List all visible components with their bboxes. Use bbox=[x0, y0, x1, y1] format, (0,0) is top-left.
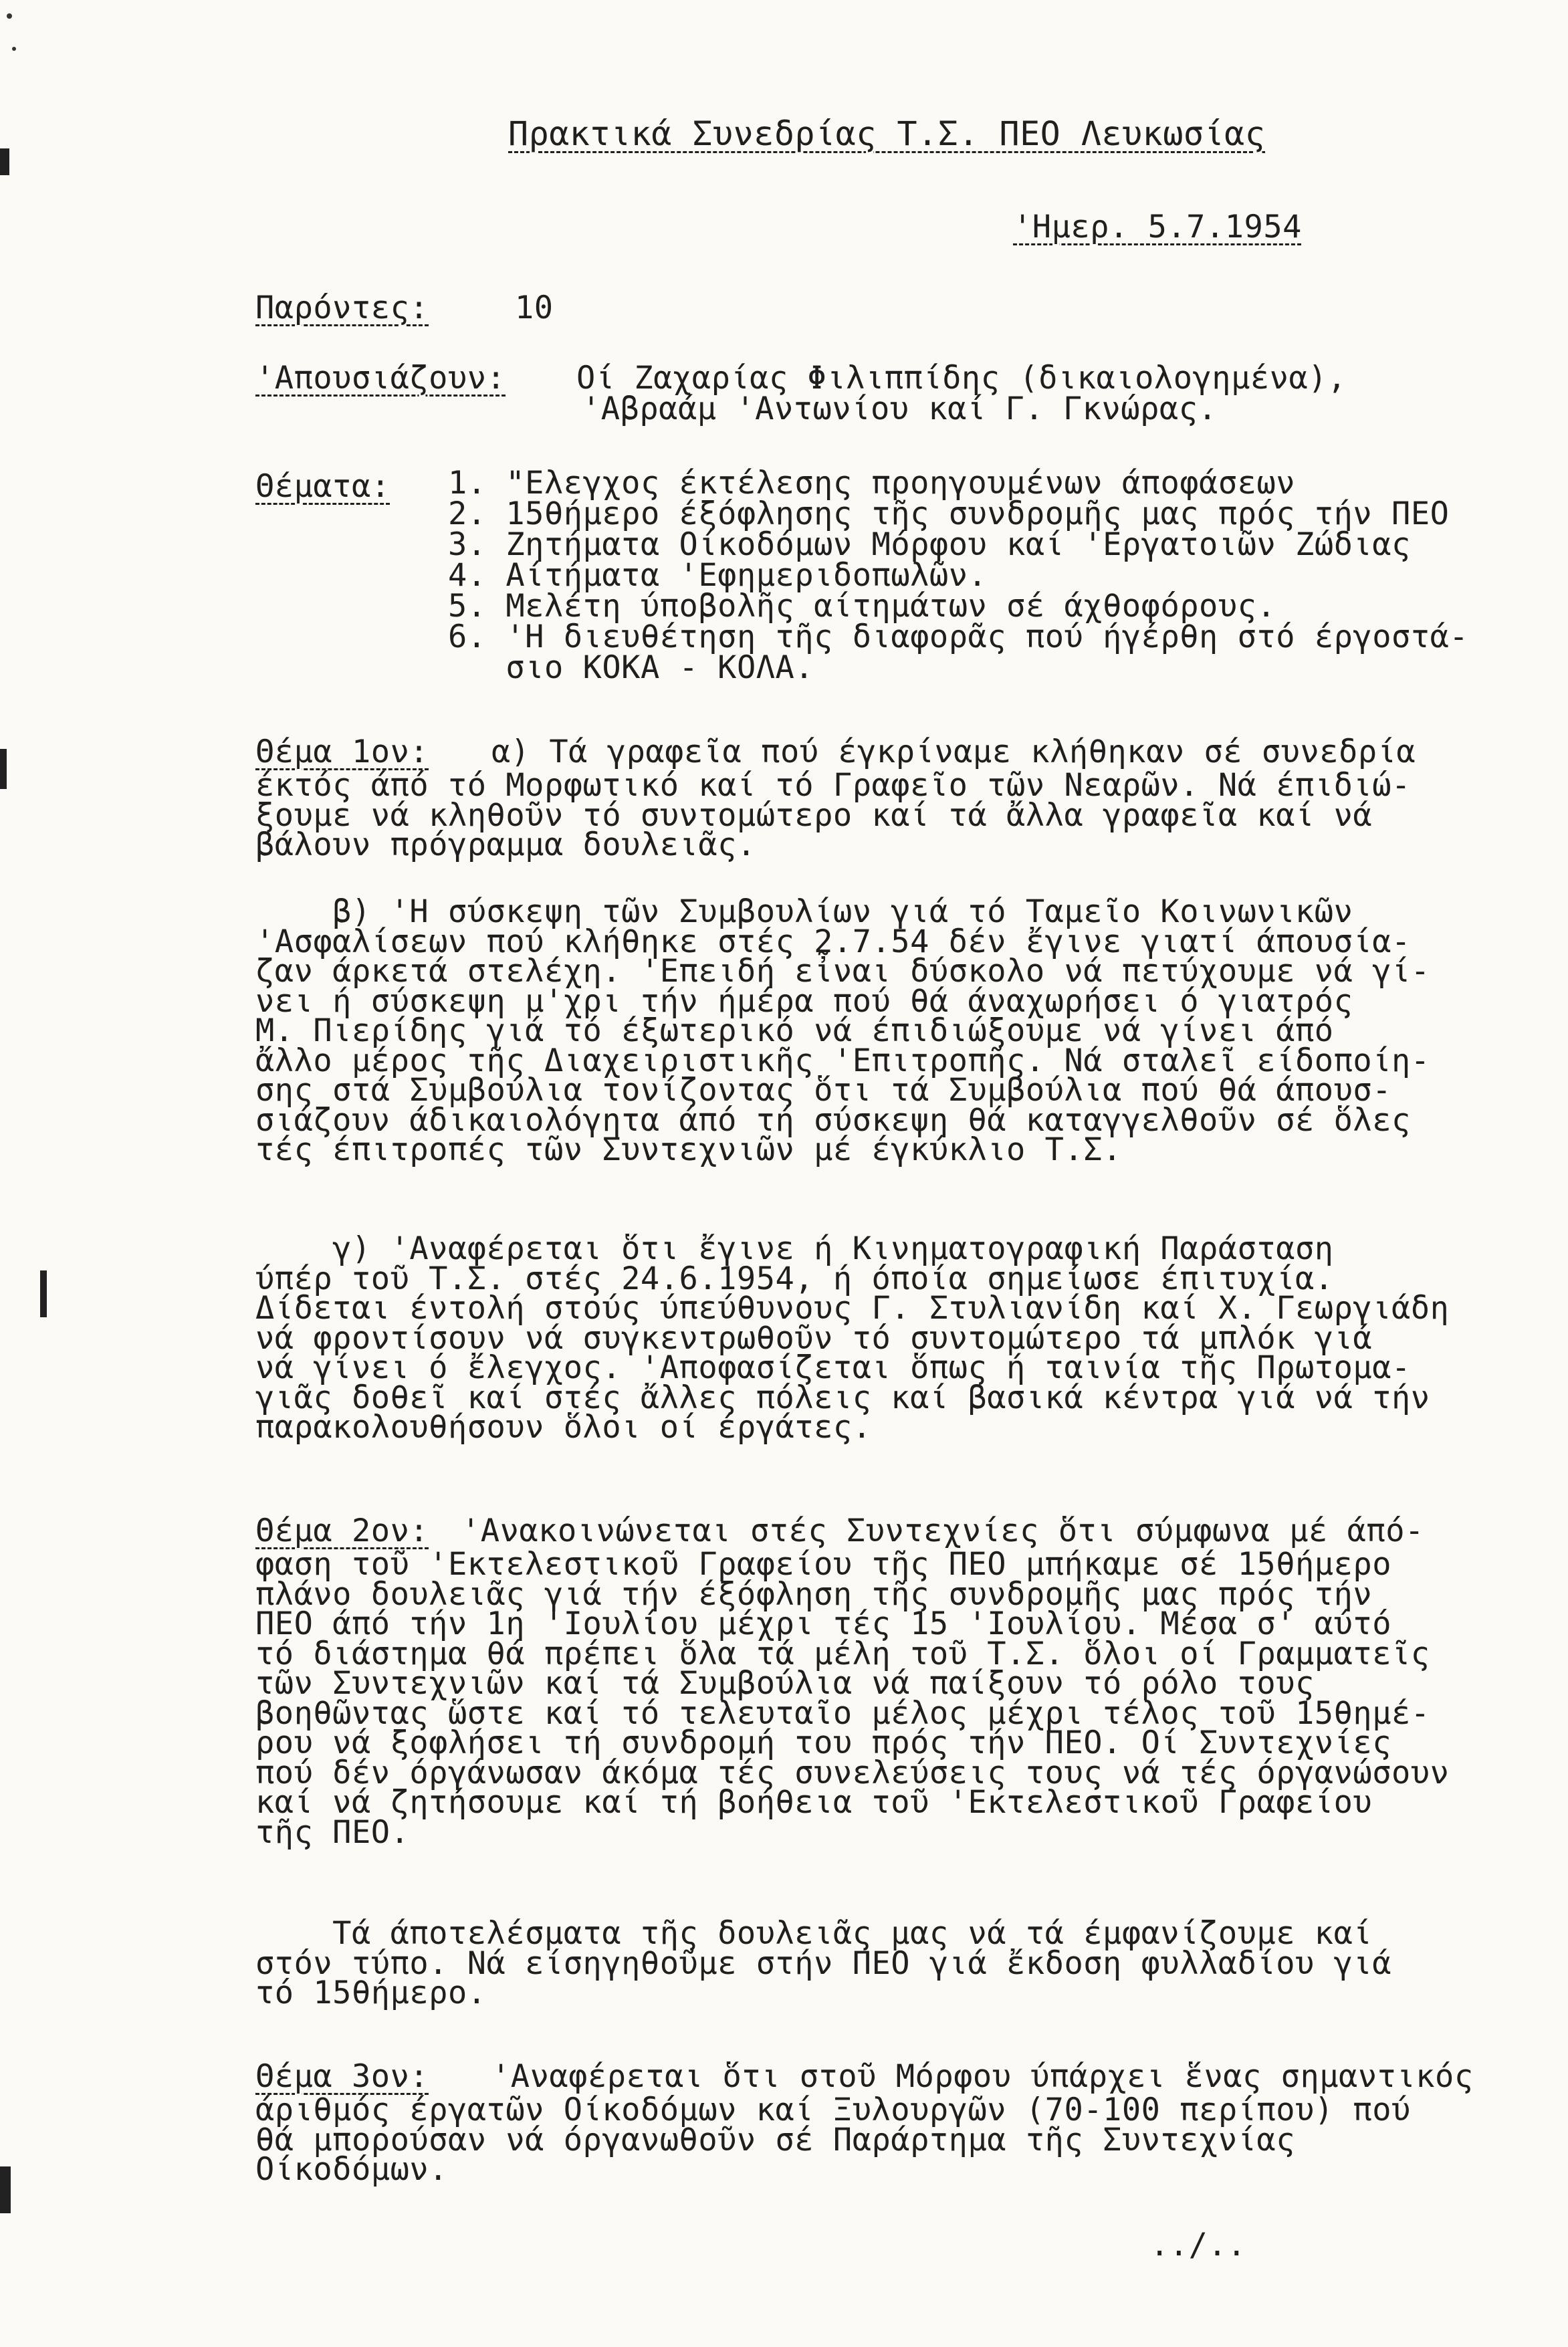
topic1-a-paragraph bbox=[255, 767, 1539, 863]
paragraph-line: στόν τύπο. Νά είσηγηθοῦμε στήν ΠΕΟ γιά ἔκδοση φυλλαδίου γιά bbox=[255, 1944, 1391, 1982]
scan-speck bbox=[12, 47, 16, 51]
paragraph-line: ρου νά ξοφλήσει τή συνδρομή του πρός τήν ΠΕΟ. Οί Συντεχνίες bbox=[255, 1724, 1391, 1761]
paragraph-line: νά φροντίσουν νά συγκεντρωθοῦν τό συντομώτερο τά μπλόκ γιά bbox=[255, 1319, 1373, 1357]
topic2-first-line: 'Ανακοινώνεται στές Συντεχνίες ὅτι σύμφωνα μέ άπό- bbox=[461, 1513, 1424, 1549]
absent-label: 'Απουσιάζουν: bbox=[255, 360, 506, 397]
paragraph-line: βοηθῶντας ὥστε καί τό τελευταῖο μέλος μέχρι τέλος τοῦ 15θημέ- bbox=[255, 1694, 1430, 1732]
paragraph-line: τό 15θήμερο. bbox=[255, 1975, 487, 2011]
topic1-b-paragraph bbox=[255, 893, 1539, 1168]
topic1-c-paragraph bbox=[255, 1230, 1539, 1446]
agenda-item: 5. Μελέτη ύποβολῆς αίτημάτων σέ άχθοφόρους. bbox=[448, 588, 1276, 625]
paragraph-line: ΠΕΟ άπό τήν 1η 'Ιουλίου μέχρι τές 15 'Ιουλίου. Μέσα σ' αύτό bbox=[255, 1605, 1391, 1642]
continuation-mark: ../.. bbox=[1150, 2227, 1246, 2263]
paragraph-line: ξουμε νά κληθοῦν τό συντομώτερο καί τά ἄλλα γραφεῖα καί νά bbox=[255, 796, 1373, 834]
agenda-item: 4. Αίτήματα 'Εφημεριδοπωλῶν. bbox=[448, 557, 988, 594]
paragraph-line: Μ. Πιερίδης γιά τό έξωτερικό νά έπιδιώξουμε νά γίνει άπό bbox=[255, 1012, 1334, 1049]
paragraph-line: έκτός άπό τό Μορφωτικό καί τό Γραφεῖο τῶν Νεαρῶν. Νά έπιδιώ- bbox=[255, 767, 1411, 804]
paragraph-line: ζαν άρκετά στελέχη. 'Επειδή εἶναι δύσκολο νά πετύχουμε νά γί- bbox=[255, 953, 1430, 990]
paragraph-line: ἄλλο μέρος τῆς Διαχειριστικῆς 'Επιτροπῆς. Νά σταλεῖ είδοποίη- bbox=[255, 1042, 1430, 1079]
topic3-label: Θέμα 3ον: bbox=[255, 2058, 429, 2095]
paragraph-line: τό διάστημα θά πρέπει ὅλα τά μέλη τοῦ Τ.Σ. ὅλοι οί Γραμματεῖς bbox=[255, 1635, 1430, 1672]
meeting-date: 'Ημερ. 5.7.1954 bbox=[1013, 209, 1302, 245]
present-count: 10 bbox=[515, 290, 554, 326]
paragraph-line: παρακολουθήσουν ὅλοι οί έργάτες. bbox=[255, 1409, 872, 1446]
paragraph-line: Οίκοδόμων. bbox=[255, 2151, 448, 2188]
scan-mark bbox=[0, 2166, 11, 2213]
paragraph-line: γιᾶς δοθεῖ καί στές ἄλλες πόλεις καί βασικά κέντρα γιά νά τήν bbox=[255, 1379, 1430, 1416]
topic2-label: Θέμα 2ον: bbox=[255, 1513, 429, 1549]
topic2-paragraph-2 bbox=[255, 1915, 1539, 2011]
paragraph-line: καί νά ζητήσουμε καί τή βοήθεια τοῦ 'Εκτελεστικοῦ Γραφείου bbox=[255, 1784, 1373, 1821]
paragraph-line: β) 'Η σύσκεψη τῶν Συμβουλίων γιά τό Ταμεῖο Κοινωνικῶν bbox=[255, 893, 1353, 930]
paragraph-line: θά μπορούσαν νά όργανωθοῦν σέ Παράρτημα τῆς Συντεχνίας bbox=[255, 2121, 1296, 2158]
scan-mark bbox=[40, 1270, 47, 1317]
agenda-item: 6. 'Η διευθέτηση τῆς διαφορᾶς πού ήγέρθη στό έργοστά- bbox=[448, 619, 1469, 655]
agenda-item: σιο ΚΟΚΑ - ΚΟΛΑ. bbox=[448, 649, 814, 686]
agenda-list bbox=[448, 465, 1545, 686]
paragraph-line: σιάζουν άδικαιολόγητα άπό τή σύσκεψη θά καταγγελθοῦν σέ ὅλες bbox=[255, 1101, 1411, 1139]
agenda-label: Θέματα: bbox=[255, 468, 390, 505]
paragraph-line: τές έπιτροπές τῶν Συντεχνιῶν μέ έγκύκλιο Τ.Σ. bbox=[255, 1131, 1122, 1168]
scan-speck bbox=[7, 13, 12, 19]
paragraph-line: τῆς ΠΕΟ. bbox=[255, 1813, 410, 1851]
present-label: Παρόντες: bbox=[255, 290, 429, 326]
page-title: Πρακτικά Συνεδρίας Τ.Σ. ΠΕΟ Λευκωσίας bbox=[508, 114, 1266, 153]
paragraph-line: νει ή σύσκεψη μ'χρι τήν ήμέρα πού θά άναχωρήσει ό γιατρός bbox=[255, 982, 1353, 1020]
absent-line: 'Αβραάμ 'Αντωνίου καί Γ. Γκνώρας. bbox=[582, 390, 1218, 427]
topic1-a-first-line: α) Τά γραφεῖα πού έγκρίναμε κλήθηκαν σέ συνεδρία bbox=[491, 734, 1416, 770]
topic3-paragraph bbox=[255, 2092, 1539, 2188]
paragraph-line: ύπέρ τοῦ Τ.Σ. στές 24.6.1954, ή όποία σημείωσε έπιτυχία. bbox=[255, 1260, 1334, 1297]
paragraph-line: 'Ασφαλίσεων πού κλήθηκε στές 2.7.54 δέν ἔγινε γιατί άπουσία- bbox=[255, 923, 1411, 960]
paragraph-line: πού δέν όργάνωσαν άκόμα τές συνελεύσεις τους νά τές όργανώσουν bbox=[255, 1754, 1450, 1791]
topic3-first-line: 'Αναφέρεται ὅτι στοῦ Μόρφου ύπάρχει ἕνας σημαντικός bbox=[491, 2058, 1474, 2095]
paragraph-line: τῶν Συντεχνιῶν καί τά Συμβούλια νά παίξουν τό ρόλο τους bbox=[255, 1665, 1315, 1702]
agenda-item: 2. 15θήμερο έξόφλησης τῆς συνδρομῆς μας πρός τήν ΠΕΟ bbox=[448, 495, 1450, 532]
scan-mark bbox=[0, 749, 7, 789]
paragraph-line: άριθμός έργατῶν Οίκοδόμων καί Ξυλουργῶν (70-100 περίπου) πού bbox=[255, 2092, 1411, 2128]
paragraph-line: Τά άποτελέσματα τῆς δουλειᾶς μας νά τά έμφανίζουμε καί bbox=[255, 1915, 1373, 1952]
absent-line: Οί Ζαχαρίας Φιλιππίδης (δικαιολογημένα), bbox=[576, 360, 1347, 397]
paragraph-line: βάλουν πρόγραμμα δουλειᾶς. bbox=[255, 826, 756, 863]
agenda-item: 1. "Ελεγχος έκτέλεσης προηγουμένων άποφάσεων bbox=[448, 465, 1296, 501]
paragraph-line: πλάνο δουλειᾶς γιά τήν έξόφληση τῆς συνδρομῆς μας πρός τήν bbox=[255, 1575, 1373, 1613]
topic1-label: Θέμα 1ον: bbox=[255, 734, 429, 770]
agenda-item: 3. Ζητήματα Οίκοδόμων Μόρφου καί 'Εργατοιῶν Ζώδιας bbox=[448, 526, 1411, 563]
paragraph-line: φαση τοῦ 'Εκτελεστικοῦ Γραφείου τῆς ΠΕΟ μπήκαμε σέ 15θήμερο bbox=[255, 1546, 1391, 1583]
paragraph-line: νά γίνει ό ἔλεγχος. 'Αποφασίζεται ὅπως ή ταινία τῆς Πρωτομα- bbox=[255, 1349, 1411, 1386]
paragraph-line: Δίδεται έντολή στούς ύπεύθυνους Γ. Στυλιανίδη καί Χ. Γεωργιάδη bbox=[255, 1290, 1450, 1327]
paragraph-line: σης στά Συμβούλια τονίζοντας ὅτι τά Συμβούλια πού θά άπουσ- bbox=[255, 1072, 1391, 1109]
scan-mark bbox=[0, 148, 9, 175]
paragraph-line: γ) 'Αναφέρεται ὅτι ἔγινε ή Κινηματογραφική Παράσταση bbox=[255, 1230, 1334, 1267]
topic2-paragraph bbox=[255, 1546, 1539, 1851]
